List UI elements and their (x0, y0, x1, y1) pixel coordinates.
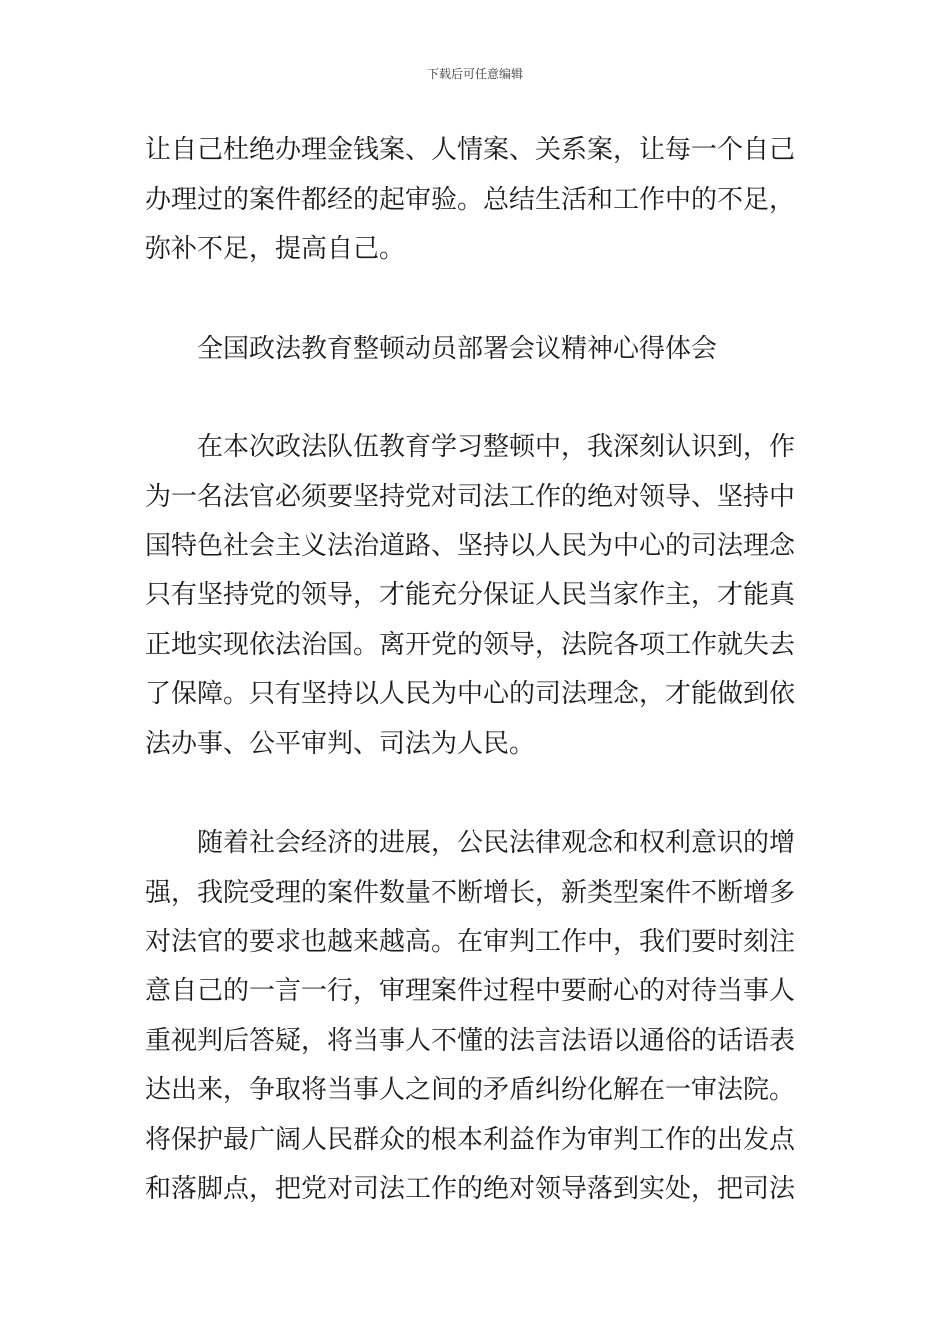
paragraph-2-line-4: 只有坚持党的领导，才能充分保证人民当家作主，才能真 (145, 580, 796, 610)
paragraph-2-line-3: 国特色社会主义法治道路、坚持以人民为中心的司法理念 (145, 531, 796, 561)
paragraph-1-line-3: 弥补不足，提高自己。 (145, 234, 406, 264)
paragraph-2-line-1: 在本次政法队伍教育学习整顿中，我深刻认识到，作 (197, 432, 796, 462)
paragraph-3-line-4: 意自己的一言一行，审理案件过程中要耐心的对待当事人 (145, 976, 796, 1006)
paragraph-2-line-5: 正地实现依法治国。离开党的领导，法院各项工作就失去 (145, 630, 796, 660)
paragraph-3-line-3: 对法官的要求也越来越高。在审判工作中，我们要时刻注 (145, 927, 796, 957)
paragraph-1-line-1: 让自己杜绝办理金钱案、人情案、关系案，让每一个自己 (145, 135, 796, 165)
paragraph-3-line-5: 重视判后答疑，将当事人不懂的法言法语以通俗的话语表 (145, 1026, 796, 1056)
paragraph-3-line-2: 强，我院受理的案件数量不断增长，新类型案件不断增多 (145, 878, 796, 908)
page-header: 下载后可任意编辑 (426, 67, 523, 81)
paragraph-3-line-7: 将保护最广阔人民群众的根本利益作为审判工作的出发点 (145, 1125, 796, 1155)
paragraph-3-line-8: 和落脚点，把党对司法工作的绝对领导落到实处，把司法 (145, 1174, 796, 1204)
paragraph-2-line-6: 了保障。只有坚持以人民为中心的司法理念，才能做到依 (145, 679, 796, 709)
paragraph-1-line-2: 办理过的案件都经的起审验。总结生活和工作中的不足， (145, 185, 796, 215)
paragraph-2-line-7: 法办事、公平审判、司法为人民。 (145, 729, 536, 759)
paragraph-2-line-2: 为一名法官必须要坚持党对司法工作的绝对领导、坚持中 (145, 482, 796, 512)
section-title: 全国政法教育整顿动员部署会议精神心得体会 (197, 334, 718, 364)
paragraph-3-line-6: 达出来，争取将当事人之间的矛盾纠纷化解在一审法院。 (145, 1075, 796, 1105)
paragraph-3-line-1: 随着社会经济的进展，公民法律观念和权利意识的增 (197, 828, 796, 858)
